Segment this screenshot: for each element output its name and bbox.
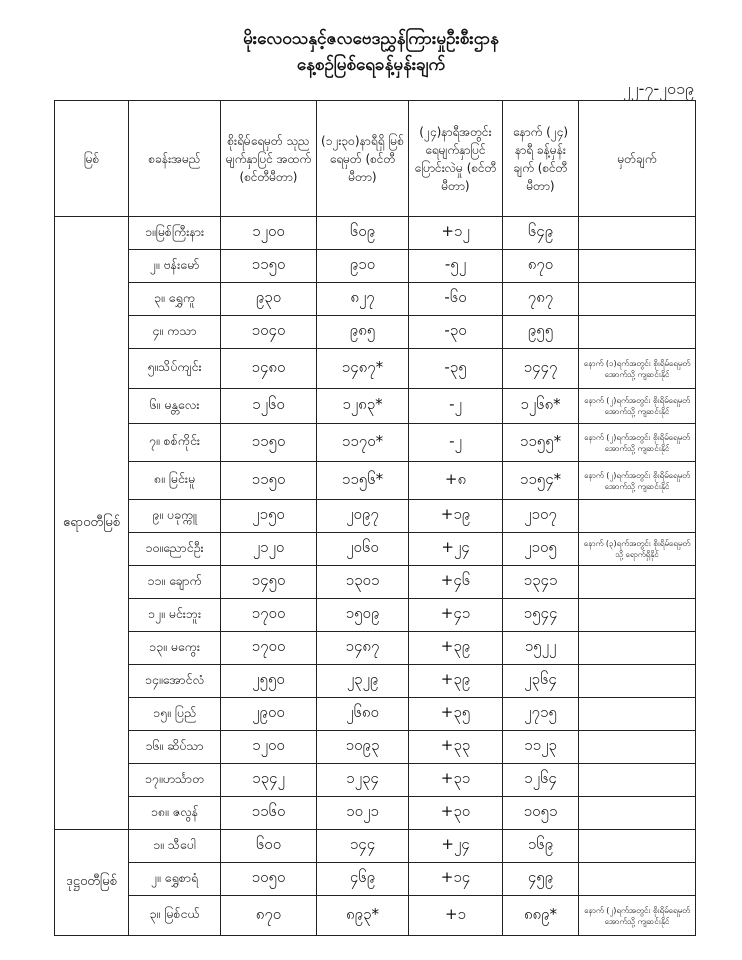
current-level-cell: ၉၁၀ [317,250,409,283]
header-river: မြစ် [55,101,129,217]
change-cell: +၄၆ [409,566,503,599]
report-subtitle: နေ့စဉ်မြစ်ရေခန့်မှန်းချက် [296,55,446,75]
danger-level-cell: ၁၀၅၀ [221,863,317,896]
table-row [55,349,696,389]
danger-level-cell: ၂၉၀၀ [221,698,317,731]
change-cell: +၃၉ [409,632,503,665]
table-row [55,250,696,283]
forecast-cell: ၁၁၂၃ [503,731,579,764]
table-row [55,665,696,698]
forecast-cell: ၁၁၅၅* [503,424,579,462]
station-cell: ၅။သိပ်ကျင်း [129,349,221,389]
current-level-cell: ၁၁၅၆* [317,462,409,500]
station-cell: ၁၇။ဟင်္သာတ [129,764,221,797]
danger-level-cell: ၁၇၀၀ [221,599,317,632]
table-row [55,698,696,731]
table-row [55,764,696,797]
table-row [55,632,696,665]
table-row [55,217,696,250]
forecast-cell: ၂၁၀၅ [503,533,579,566]
table-row [55,462,696,500]
table-row [55,500,696,533]
change-cell: +၃၁ [409,764,503,797]
danger-level-cell: ၁၁၆၀ [221,797,317,830]
remark-cell [579,830,696,863]
table-row [55,283,696,316]
table-row [55,533,696,566]
station-cell: ၂။ ရွှေစာရံ [129,863,221,896]
table-header-row [55,101,696,217]
current-level-cell: ၉၈၅ [317,316,409,349]
station-cell: ၃။ ရွှေကူ [129,283,221,316]
station-cell: ၉။ ပခုက္ကူ [129,500,221,533]
current-level-cell: ၈၉၃* [317,896,409,936]
remark-cell [579,250,696,283]
table-row [55,389,696,424]
current-level-cell: ၁၀၉၃ [317,731,409,764]
remark-cell [579,500,696,533]
station-cell: ၁။ သီပေါ [129,830,221,863]
change-cell: +၁ [409,896,503,936]
current-level-cell: ၂၀၉၇ [317,500,409,533]
danger-level-cell: ၁၂၀၀ [221,731,317,764]
danger-level-cell: ၁၁၅၀ [221,462,317,500]
current-level-cell: ၁၄၈၇ [317,632,409,665]
forecast-cell: ၆၄၉ [503,217,579,250]
station-cell: ၁၃။ မကွေး [129,632,221,665]
danger-level-cell: ၁၂၆၀ [221,389,317,424]
current-level-cell: ၁၃၀၁ [317,566,409,599]
remark-cell [579,863,696,896]
station-cell: ၁၈။ ဇလွန် [129,797,221,830]
header-station: စခန်းအမည် [129,101,221,217]
forecast-cell: ၂၁၀၇ [503,500,579,533]
current-level-cell: ၆၀၉ [317,217,409,250]
change-cell: +၈ [409,462,503,500]
danger-level-cell: ၉၃၀ [221,283,317,316]
danger-level-cell: ၁၁၅၀ [221,250,317,283]
current-level-cell: ၁၂၈၃* [317,389,409,424]
river-name-cell: ဒုဋ္ဌဝတီမြစ် [55,830,129,936]
current-level-cell: ၁၂၃၄ [317,764,409,797]
current-level-cell: ၂၀၆၀ [317,533,409,566]
table-row [55,566,696,599]
remark-cell [579,731,696,764]
change-cell: -၃၅ [409,349,503,389]
change-cell: +၃၀ [409,797,503,830]
change-cell: +၁၉ [409,500,503,533]
forecast-cell: ၁၅၄၄ [503,599,579,632]
remark-cell: နောက် (၂)ရက်အတွင်း စိုးရိမ်ရေမှတ်အောက်သို့ ကျဆင်းနိုင် [579,462,696,500]
header-change: (၂၄)နာရီအတွင်း ရေမျက်နှာပြင် ပြောင်းလဲမှု (စင်တီမီတာ) [409,101,503,217]
river-name-cell: ဧရာဝတီမြစ် [55,217,129,830]
current-level-cell: ၂၃၂၉ [317,665,409,698]
danger-level-cell: ၁၁၅၀ [221,424,317,462]
station-cell: ၄။ ကသာ [129,316,221,349]
remark-cell: နောက် (၁)ရက်အတွင်း စိုးရိမ်ရေမှတ်အောက်သို့ ကျဆင်းနိုင် [579,349,696,389]
remark-cell [579,566,696,599]
station-cell: ၁၀။ညောင်ဦး [129,533,221,566]
forecast-cell: ၁၂၆၄ [503,764,579,797]
station-cell: ၁၄။အောင်လံ [129,665,221,698]
forecast-cell: ၈၈၉* [503,896,579,936]
header-remark: မှတ်ချက် [579,101,696,217]
danger-level-cell: ၂၁၅၀ [221,500,317,533]
station-cell: ၁၂။ မင်းဘူး [129,599,221,632]
change-cell: +၃၉ [409,665,503,698]
forecast-cell: ၁၅၂၂ [503,632,579,665]
remark-cell [579,665,696,698]
table-row [55,316,696,349]
remark-cell [579,797,696,830]
remark-cell [579,599,696,632]
remark-cell [579,632,696,665]
current-level-cell: ၁၄၄ [317,830,409,863]
table-row [55,830,696,863]
remark-cell: နောက် (၂)ရက်အတွင်း စိုးရိမ်ရေမှတ်အောက်သို့ ကျဆင်းနိုင် [579,424,696,462]
danger-level-cell: ၈၇၀ [221,896,317,936]
danger-level-cell: ၁၃၄၂ [221,764,317,797]
change-cell: +၃၅ [409,698,503,731]
station-cell: ၁။မြစ်ကြီးနား [129,217,221,250]
change-cell: +၁၂ [409,217,503,250]
current-level-cell: ၈၂၇ [317,283,409,316]
forecast-cell: ၂၃၆၄ [503,665,579,698]
station-cell: ၁၁။ ချောက် [129,566,221,599]
table-row [55,863,696,896]
current-level-cell: ၂၆၈၀ [317,698,409,731]
forecast-cell: ၈၇၀ [503,250,579,283]
danger-level-cell: ၆၀၀ [221,830,317,863]
station-cell: ၁၅။ ပြည် [129,698,221,731]
station-cell: ၈။ မြင်းမူ [129,462,221,500]
table-row [55,797,696,830]
header-current-level: (၁၂း၃၀)နာရီရှိ မြစ်ရေမှတ် (စင်တီမီတာ) [317,101,409,217]
danger-level-cell: ၁၀၄၀ [221,316,317,349]
change-cell: +၁၄ [409,863,503,896]
current-level-cell: ၁၀၂၁ [317,797,409,830]
forecast-cell: ၉၅၅ [503,316,579,349]
change-cell: -၃၀ [409,316,503,349]
danger-level-cell: ၂၅၅၀ [221,665,317,698]
remark-cell [579,316,696,349]
forecast-cell: ၂၇၁၅ [503,698,579,731]
danger-level-cell: ၂၁၂၀ [221,533,317,566]
station-cell: ၆။ မန္တလေး [129,389,221,424]
table-row [55,896,696,936]
forecast-cell: ၁၀၅၁ [503,797,579,830]
remark-cell: နောက် (၂)ရက်အတွင်း စိုးရိမ်ရေမှတ်အောက်သို့ ကျဆင်းနိုင် [579,896,696,936]
station-cell: ၁၆။ ဆိပ်သာ [129,731,221,764]
table-row [55,731,696,764]
current-level-cell: ၁၅၀၉ [317,599,409,632]
table-row [55,424,696,462]
remark-cell [579,764,696,797]
station-cell: ၃။ မြစ်ငယ် [129,896,221,936]
current-level-cell: ၁၁၇၀* [317,424,409,462]
remark-cell: နောက် (၂)ရက်အတွင်း စိုးရိမ်ရေမှတ်အောက်သို့ ကျဆင်းနိုင် [579,389,696,424]
report-date: ၂၂-၇-၂၀၁၉ [622,79,694,98]
river-forecast-table [54,100,696,936]
danger-level-cell: ၁၄၈၀ [221,349,317,389]
change-cell: +၃၃ [409,731,503,764]
current-level-cell: ၁၄၈၇* [317,349,409,389]
header-forecast: နောက် (၂၄) နာရီ ခန့်မှန်းချက် (စင်တီမီတာ) [503,101,579,217]
remark-cell [579,283,696,316]
header-danger-level: စိုးရိမ်ရေမှတ် သုညမျက်နှာပြင် အထက် (စင်တီမီတာ) [221,101,317,217]
danger-level-cell: ၁၄၅၀ [221,566,317,599]
danger-level-cell: ၁၂၀၀ [221,217,317,250]
forecast-cell: ၁၁၅၄* [503,462,579,500]
change-cell: -၂ [409,424,503,462]
remark-cell: နောက် (၃)ရက်အတွင်း စိုးရိမ်ရေမှတ်သို့ ရောက်ရှိနိုင် [579,533,696,566]
danger-level-cell: ၁၇၀၀ [221,632,317,665]
change-cell: -၂ [409,389,503,424]
table-row [55,599,696,632]
forecast-cell: ၁၆၉ [503,830,579,863]
change-cell: +၂၄ [409,533,503,566]
forecast-cell: ၁၃၄၁ [503,566,579,599]
remark-cell [579,217,696,250]
change-cell: -၆၀ [409,283,503,316]
forecast-cell: ၁၄၄၇ [503,349,579,389]
forecast-cell: ၇၈၇ [503,283,579,316]
remark-cell [579,698,696,731]
forecast-cell: ၄၅၉ [503,863,579,896]
change-cell: +၂၄ [409,830,503,863]
current-level-cell: ၄၆၉ [317,863,409,896]
station-cell: ၇။ စစ်ကိုင်း [129,424,221,462]
forecast-cell: ၁၂၆၈* [503,389,579,424]
change-cell: +၄၁ [409,599,503,632]
report-title: မိုးလေဝသနှင့်ဇလဗေဒညွှန်ကြားမှုဦးစီးဌာန [243,29,499,49]
station-cell: ၂။ ဗန်းမော် [129,250,221,283]
change-cell: -၅၂ [409,250,503,283]
